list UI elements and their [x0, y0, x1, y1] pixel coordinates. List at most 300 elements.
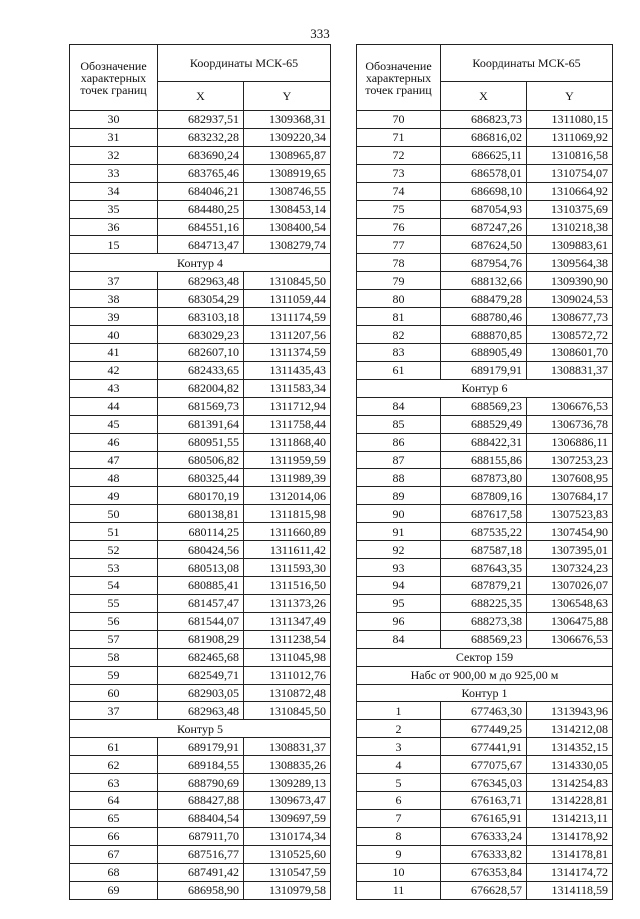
point-number: 87 [357, 451, 441, 469]
point-number: 44 [70, 397, 158, 415]
coord-y: 1308279,74 [244, 236, 331, 254]
point-number: 75 [357, 200, 441, 218]
section-label: Контур 1 [357, 684, 613, 702]
table-row [357, 541, 613, 559]
coord-y: 1311080,15 [527, 111, 613, 129]
coord-y: 1310375,69 [527, 200, 613, 218]
point-number: 76 [357, 218, 441, 236]
table-row [357, 111, 613, 129]
coord-y: 1310664,92 [527, 182, 613, 200]
coord-x: 682963,48 [158, 702, 244, 720]
coord-y: 1314228,81 [527, 792, 613, 810]
table-row [70, 164, 331, 182]
section-label: Набс от 900,00 м до 925,00 м [357, 666, 613, 684]
table-row [357, 881, 613, 899]
table-row [357, 182, 613, 200]
header-coordinates: Координаты МСК-65 [158, 45, 331, 82]
coord-x: 687911,70 [158, 827, 244, 845]
coord-x: 680114,25 [158, 523, 244, 541]
table-row [70, 702, 331, 720]
section-label: Контур 4 [70, 254, 331, 272]
coord-y: 1310754,07 [527, 164, 613, 182]
point-number: 35 [70, 200, 158, 218]
coord-x: 681544,07 [158, 612, 244, 630]
coord-x: 682465,68 [158, 648, 244, 666]
coord-y: 1307253,23 [527, 451, 613, 469]
coord-y: 1311045,98 [244, 648, 331, 666]
section-row [70, 720, 331, 738]
header-x: X [441, 82, 527, 111]
coord-x: 684713,47 [158, 236, 244, 254]
table-row [357, 487, 613, 505]
point-number: 93 [357, 559, 441, 577]
point-number: 30 [70, 111, 158, 129]
table-row [357, 272, 613, 290]
coord-x: 684480,25 [158, 200, 244, 218]
point-number: 1 [357, 702, 441, 720]
table-row [70, 308, 331, 326]
coord-y: 1309883,61 [527, 236, 613, 254]
coord-y: 1307684,17 [527, 487, 613, 505]
table-row [70, 451, 331, 469]
section-row [357, 648, 613, 666]
coord-x: 688790,69 [158, 774, 244, 792]
coord-x: 688569,23 [441, 397, 527, 415]
point-number: 68 [70, 863, 158, 881]
coord-y: 1311712,94 [244, 397, 331, 415]
coord-x: 688155,86 [441, 451, 527, 469]
coord-x: 688132,66 [441, 272, 527, 290]
coord-y: 1311207,56 [244, 326, 331, 344]
point-number: 63 [70, 774, 158, 792]
coord-x: 686698,10 [441, 182, 527, 200]
coord-y: 1309390,90 [527, 272, 613, 290]
table-row [357, 326, 613, 344]
coord-y: 1308572,72 [527, 326, 613, 344]
point-number: 82 [357, 326, 441, 344]
table-row [357, 756, 613, 774]
point-number: 33 [70, 164, 158, 182]
point-number: 53 [70, 559, 158, 577]
point-number: 77 [357, 236, 441, 254]
table-row [70, 774, 331, 792]
point-number: 52 [70, 541, 158, 559]
coord-y: 1310845,50 [244, 272, 331, 290]
header-coordinates: Координаты МСК-65 [441, 45, 613, 82]
coord-y: 1314213,11 [527, 809, 613, 827]
header-y: Y [527, 82, 613, 111]
point-number: 48 [70, 469, 158, 487]
table-row [70, 272, 331, 290]
table-row [357, 738, 613, 756]
table-row [357, 827, 613, 845]
coord-x: 687587,18 [441, 541, 527, 559]
coord-y: 1311758,44 [244, 415, 331, 433]
coord-x: 683765,46 [158, 164, 244, 182]
table-row [70, 361, 331, 379]
coord-y: 1311373,26 [244, 594, 331, 612]
point-number: 7 [357, 809, 441, 827]
coord-y: 1311815,98 [244, 505, 331, 523]
coord-x: 687535,22 [441, 523, 527, 541]
table-row [357, 361, 613, 379]
coord-x: 680424,56 [158, 541, 244, 559]
coord-x: 689179,91 [158, 738, 244, 756]
coord-y: 1310979,58 [244, 881, 331, 899]
coord-x: 687247,26 [441, 218, 527, 236]
table-row [357, 451, 613, 469]
coord-y: 1306676,53 [527, 397, 613, 415]
table-row [357, 469, 613, 487]
point-number: 15 [70, 236, 158, 254]
point-number: 37 [70, 702, 158, 720]
coord-y: 1310218,38 [527, 218, 613, 236]
coord-x: 687624,50 [441, 236, 527, 254]
point-number: 54 [70, 576, 158, 594]
table-row [70, 146, 331, 164]
coord-x: 688273,38 [441, 612, 527, 630]
coord-y: 1310174,34 [244, 827, 331, 845]
coord-y: 1309697,59 [244, 809, 331, 827]
section-label: Сектор 159 [357, 648, 613, 666]
point-number: 83 [357, 343, 441, 361]
coord-y: 1306676,53 [527, 630, 613, 648]
point-number: 62 [70, 756, 158, 774]
section-row [357, 684, 613, 702]
coord-x: 687879,21 [441, 576, 527, 594]
table-row [357, 559, 613, 577]
coord-y: 1306736,78 [527, 415, 613, 433]
coord-x: 683054,29 [158, 290, 244, 308]
table-row [70, 541, 331, 559]
coord-y: 1309220,34 [244, 128, 331, 146]
coord-x: 687809,16 [441, 487, 527, 505]
coord-x: 681457,47 [158, 594, 244, 612]
coord-y: 1307608,95 [527, 469, 613, 487]
coord-x: 684046,21 [158, 182, 244, 200]
coord-y: 1313943,96 [527, 702, 613, 720]
point-number: 72 [357, 146, 441, 164]
point-number: 2 [357, 720, 441, 738]
table-row [70, 845, 331, 863]
coord-x: 680170,19 [158, 487, 244, 505]
table-row [70, 128, 331, 146]
coord-y: 1310872,48 [244, 684, 331, 702]
coord-x: 686625,11 [441, 146, 527, 164]
header-point-designation: Обозначение характерных точек границ [70, 45, 158, 111]
coord-y: 1309564,38 [527, 254, 613, 272]
point-number: 6 [357, 792, 441, 810]
table-row [70, 594, 331, 612]
coord-y: 1308835,26 [244, 756, 331, 774]
point-number: 64 [70, 792, 158, 810]
coord-x: 687873,80 [441, 469, 527, 487]
table-row [70, 738, 331, 756]
coord-x: 677441,91 [441, 738, 527, 756]
table-row [357, 236, 613, 254]
section-row [357, 666, 613, 684]
table-row [70, 881, 331, 899]
point-number: 81 [357, 308, 441, 326]
table-row [357, 792, 613, 810]
point-number: 5 [357, 774, 441, 792]
coord-x: 682607,10 [158, 343, 244, 361]
coord-y: 1314352,15 [527, 738, 613, 756]
coord-x: 687491,42 [158, 863, 244, 881]
header-x: X [158, 82, 244, 111]
coord-y: 1306475,88 [527, 612, 613, 630]
coord-x: 681569,73 [158, 397, 244, 415]
page-number: 333 [310, 26, 330, 41]
coord-y: 1311347,49 [244, 612, 331, 630]
table-row [70, 684, 331, 702]
coord-x: 688905,49 [441, 343, 527, 361]
point-number: 4 [357, 756, 441, 774]
table-row [70, 576, 331, 594]
coord-x: 680513,08 [158, 559, 244, 577]
table-row [357, 505, 613, 523]
point-number: 91 [357, 523, 441, 541]
table-row [357, 863, 613, 881]
table-row [70, 379, 331, 397]
section-label: Контур 6 [357, 379, 613, 397]
coord-x: 686578,01 [441, 164, 527, 182]
coord-x: 682004,82 [158, 379, 244, 397]
point-number: 39 [70, 308, 158, 326]
coord-y: 1308400,54 [244, 218, 331, 236]
coord-y: 1310816,58 [527, 146, 613, 164]
table-row [357, 290, 613, 308]
table-row [357, 612, 613, 630]
table-row [357, 254, 613, 272]
coord-x: 686958,90 [158, 881, 244, 899]
point-number: 49 [70, 487, 158, 505]
coord-x: 688780,46 [441, 308, 527, 326]
coord-x: 683029,23 [158, 326, 244, 344]
coord-y: 1311069,92 [527, 128, 613, 146]
coord-x: 680885,41 [158, 576, 244, 594]
coord-y: 1307523,83 [527, 505, 613, 523]
point-number: 47 [70, 451, 158, 469]
coord-x: 676165,91 [441, 809, 527, 827]
coord-x: 676628,57 [441, 881, 527, 899]
table-row [70, 863, 331, 881]
point-number: 69 [70, 881, 158, 899]
coord-x: 681908,29 [158, 630, 244, 648]
point-number: 11 [357, 881, 441, 899]
point-number: 94 [357, 576, 441, 594]
coord-x: 676333,82 [441, 845, 527, 863]
table-row [70, 290, 331, 308]
point-number: 90 [357, 505, 441, 523]
coord-y: 1311174,59 [244, 308, 331, 326]
table-row [357, 343, 613, 361]
coord-y: 1306886,11 [527, 433, 613, 451]
coordinates-table-right [356, 44, 613, 900]
coord-x: 682549,71 [158, 666, 244, 684]
point-number: 58 [70, 648, 158, 666]
coord-y: 1311012,76 [244, 666, 331, 684]
point-number: 67 [70, 845, 158, 863]
table-row [70, 523, 331, 541]
point-number: 61 [357, 361, 441, 379]
point-number: 78 [357, 254, 441, 272]
coord-y: 1314178,81 [527, 845, 613, 863]
point-number: 57 [70, 630, 158, 648]
point-number: 31 [70, 128, 158, 146]
table-body-right [357, 111, 613, 900]
coord-y: 1308831,37 [527, 361, 613, 379]
table-row [357, 397, 613, 415]
table-row [70, 666, 331, 684]
coord-x: 687643,35 [441, 559, 527, 577]
point-number: 66 [70, 827, 158, 845]
point-number: 41 [70, 343, 158, 361]
point-number: 43 [70, 379, 158, 397]
point-number: 70 [357, 111, 441, 129]
section-label: Контур 5 [70, 720, 331, 738]
table-row [70, 397, 331, 415]
table-row [70, 218, 331, 236]
coord-y: 1314212,08 [527, 720, 613, 738]
coord-x: 683232,28 [158, 128, 244, 146]
header-y: Y [244, 82, 331, 111]
table-row [357, 128, 613, 146]
coord-y: 1311959,59 [244, 451, 331, 469]
point-number: 96 [357, 612, 441, 630]
table-row [357, 433, 613, 451]
coord-y: 1309024,53 [527, 290, 613, 308]
coord-y: 1308831,37 [244, 738, 331, 756]
point-number: 59 [70, 666, 158, 684]
table-row [357, 200, 613, 218]
coord-y: 1310845,50 [244, 702, 331, 720]
table-row [70, 505, 331, 523]
point-number: 92 [357, 541, 441, 559]
coord-y: 1309368,31 [244, 111, 331, 129]
coord-x: 688422,31 [441, 433, 527, 451]
point-number: 88 [357, 469, 441, 487]
coord-y: 1308746,55 [244, 182, 331, 200]
coord-y: 1314330,05 [527, 756, 613, 774]
coord-y: 1310525,60 [244, 845, 331, 863]
coord-x: 676353,84 [441, 863, 527, 881]
coord-y: 1308919,65 [244, 164, 331, 182]
coord-x: 676163,71 [441, 792, 527, 810]
point-number: 42 [70, 361, 158, 379]
point-number: 32 [70, 146, 158, 164]
point-number: 45 [70, 415, 158, 433]
coord-x: 680506,82 [158, 451, 244, 469]
coord-y: 1314178,92 [527, 827, 613, 845]
point-number: 85 [357, 415, 441, 433]
coord-x: 688529,49 [441, 415, 527, 433]
coord-x: 682937,51 [158, 111, 244, 129]
coord-y: 1308965,87 [244, 146, 331, 164]
coord-y: 1311059,44 [244, 290, 331, 308]
coord-x: 680951,55 [158, 433, 244, 451]
point-number: 79 [357, 272, 441, 290]
coord-y: 1308677,73 [527, 308, 613, 326]
point-number: 37 [70, 272, 158, 290]
point-number: 61 [70, 738, 158, 756]
coord-x: 687516,77 [158, 845, 244, 863]
coordinates-table-left [69, 44, 331, 900]
coord-x: 687954,76 [441, 254, 527, 272]
point-number: 95 [357, 594, 441, 612]
coord-y: 1312014,06 [244, 487, 331, 505]
table-row [357, 576, 613, 594]
point-number: 84 [357, 630, 441, 648]
coord-x: 688225,35 [441, 594, 527, 612]
table-row [357, 523, 613, 541]
coord-x: 682433,65 [158, 361, 244, 379]
table-row [70, 756, 331, 774]
point-number: 89 [357, 487, 441, 505]
coord-y: 1307454,90 [527, 523, 613, 541]
coord-x: 677449,25 [441, 720, 527, 738]
point-number: 46 [70, 433, 158, 451]
coord-y: 1311435,43 [244, 361, 331, 379]
coord-x: 689184,55 [158, 756, 244, 774]
table-row [70, 648, 331, 666]
table-row [357, 594, 613, 612]
table-row [357, 218, 613, 236]
table-row [70, 200, 331, 218]
coord-y: 1314118,59 [527, 881, 613, 899]
point-number: 84 [357, 397, 441, 415]
coord-x: 681391,64 [158, 415, 244, 433]
coord-x: 688479,28 [441, 290, 527, 308]
coord-x: 682903,05 [158, 684, 244, 702]
point-number: 60 [70, 684, 158, 702]
coord-y: 1311238,54 [244, 630, 331, 648]
coord-y: 1311611,42 [244, 541, 331, 559]
table-row [70, 182, 331, 200]
coord-x: 682963,48 [158, 272, 244, 290]
coord-y: 1311660,89 [244, 523, 331, 541]
coord-x: 676333,24 [441, 827, 527, 845]
coord-x: 680325,44 [158, 469, 244, 487]
coord-x: 687054,93 [441, 200, 527, 218]
table-row [70, 326, 331, 344]
coord-y: 1307026,07 [527, 576, 613, 594]
point-number: 34 [70, 182, 158, 200]
coord-y: 1307324,23 [527, 559, 613, 577]
table-row [70, 487, 331, 505]
section-row [357, 379, 613, 397]
point-number: 73 [357, 164, 441, 182]
coord-x: 688569,23 [441, 630, 527, 648]
coord-y: 1310547,59 [244, 863, 331, 881]
coord-y: 1311868,40 [244, 433, 331, 451]
point-number: 51 [70, 523, 158, 541]
table-row [357, 308, 613, 326]
table-row [70, 827, 331, 845]
table-row [70, 111, 331, 129]
coord-y: 1308601,70 [527, 343, 613, 361]
table-row [70, 559, 331, 577]
coord-x: 686823,73 [441, 111, 527, 129]
table-row [70, 792, 331, 810]
table-row [70, 343, 331, 361]
coord-x: 689179,91 [441, 361, 527, 379]
table-row [357, 702, 613, 720]
coord-y: 1308453,14 [244, 200, 331, 218]
point-number: 50 [70, 505, 158, 523]
point-number: 8 [357, 827, 441, 845]
coord-x: 683690,24 [158, 146, 244, 164]
